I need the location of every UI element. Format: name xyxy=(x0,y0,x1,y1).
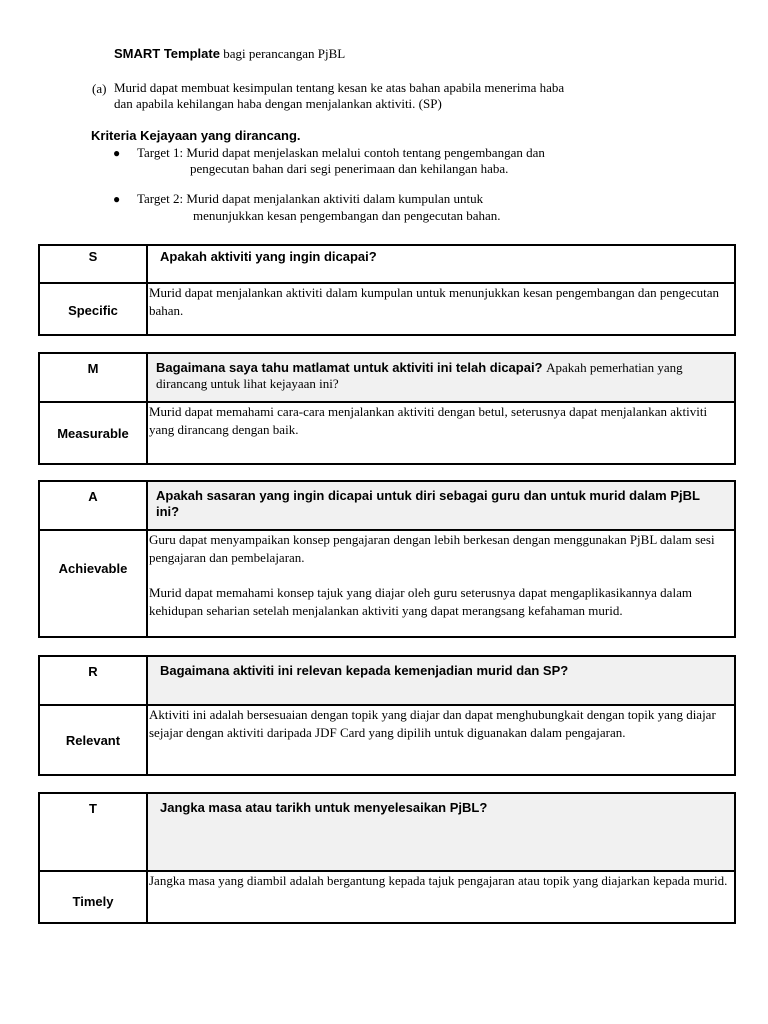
objective-line-1: Murid dapat membuat kesimpulan tentang kesan ke atas bahan apabila menerima haba xyxy=(114,80,565,95)
letter-cell xyxy=(39,353,147,402)
word-cell xyxy=(39,871,147,923)
letter-cell xyxy=(39,481,147,530)
smart-question: Bagaimana saya tahu matlamat untuk aktiviti ini telah dicapai? xyxy=(156,360,543,375)
smart-answer: Murid dapat memahami cara-cara menjalankan aktiviti dengan betul, seterusnya dapat menjalankan aktiviti yang dirancang dengan baik. xyxy=(149,404,708,437)
smart-word: Measurable xyxy=(57,425,129,441)
objective-line-2: dan apabila kehilangan haba dengan menjalankan aktiviti. (SP) xyxy=(114,96,442,111)
bullet-icon: ● xyxy=(113,192,121,206)
answer-cell xyxy=(147,402,735,464)
smart-question: Bagaimana aktiviti ini relevan kepada kemenjadian murid dan SP? xyxy=(160,663,569,678)
smart-table-s xyxy=(38,244,736,336)
question-cell xyxy=(147,656,735,705)
letter-cell xyxy=(39,245,147,283)
smart-letter: S xyxy=(88,249,98,264)
smart-letter: M xyxy=(87,361,99,376)
smart-word: Relevant xyxy=(65,732,121,748)
target-2-line-1: Target 2: Murid dapat menjalankan aktiviti dalam kumpulan untuk xyxy=(137,191,484,206)
answer-cell xyxy=(147,530,735,637)
bullet-icon: ● xyxy=(113,146,121,160)
smart-answer: Guru dapat menyampaikan konsep pengajaran dengan lebih berkesan dengan menggunakan PjBL dalam sesi pengajaran dan pembelajaran. xyxy=(149,532,715,565)
smart-question: Apakah aktiviti yang ingin dicapai? xyxy=(160,249,377,264)
smart-table-t xyxy=(38,792,736,924)
question-cell xyxy=(147,245,735,283)
smart-letter: A xyxy=(88,489,98,504)
criteria-heading: Kriteria Kejayaan yang dirancang. xyxy=(91,128,301,143)
smart-table-r xyxy=(38,655,736,776)
target-1-line-1: Target 1: Murid dapat menjelaskan melalui contoh tentang pengembangan dan xyxy=(137,145,545,160)
target-1-line-2: pengecutan bahan dari segi penerimaan dan kehilangan haba. xyxy=(190,161,509,176)
objective-label: (a) xyxy=(92,81,107,96)
word-cell xyxy=(39,705,147,775)
answer-cell xyxy=(147,705,735,775)
question-cell xyxy=(147,481,735,530)
smart-question: Apakah sasaran yang ingin dicapai untuk diri sebagai guru dan untuk murid dalam PjBL ini? xyxy=(156,488,700,519)
letter-cell xyxy=(39,793,147,871)
smart-answer: Aktiviti ini adalah bersesuaian dengan topik yang diajar dan dapat menghubungkait dengan topik yang diajar sejajar dengan aktiviti daripada JDF Card yang dipilih untuk diguanakan dalam pengajaran. xyxy=(149,707,716,740)
smart-letter: R xyxy=(88,664,98,679)
target-2-line-2: menunjukkan kesan pengembangan dan pengecutan bahan. xyxy=(193,208,501,223)
smart-word: Achievable xyxy=(58,561,128,576)
title-bold: SMART Template xyxy=(114,46,220,61)
title-rest: bagi perancangan PjBL xyxy=(223,46,346,61)
smart-question: Jangka masa atau tarikh untuk menyelesaikan PjBL? xyxy=(160,800,488,815)
smart-answer: Murid dapat menjalankan aktiviti dalam kumpulan untuk menunjukkan kesan pengembangan dan pengecutan bahan. xyxy=(149,285,720,318)
smart-letter: T xyxy=(89,801,97,816)
smart-question-extra: Apakah pemerhatian yang dirancang untuk lihat kejayaan ini? xyxy=(156,360,683,391)
word-cell xyxy=(39,530,147,637)
smart-word: Timely xyxy=(72,893,114,909)
smart-answer: Jangka masa yang diambil adalah bergantung kepada tajuk pengajaran atau topik yang diajarkan kepada murid. xyxy=(149,873,728,888)
answer-cell xyxy=(147,283,735,335)
question-cell xyxy=(147,353,735,402)
smart-answer: Murid dapat memahami konsep tajuk yang diajar oleh guru seterusnya dapat mengaplikasikannya dalam kehidupan seharian setelah menjalankan aktiviti yang dapat merangsang kefahaman murid. xyxy=(149,585,692,618)
smart-word: Specific xyxy=(68,302,118,318)
answer-cell xyxy=(147,871,735,923)
smart-table-m xyxy=(38,352,736,465)
word-cell xyxy=(39,283,147,335)
question-cell xyxy=(147,793,735,871)
letter-cell xyxy=(39,656,147,705)
smart-table-a xyxy=(38,480,736,638)
page-title xyxy=(114,46,345,62)
word-cell xyxy=(39,402,147,464)
